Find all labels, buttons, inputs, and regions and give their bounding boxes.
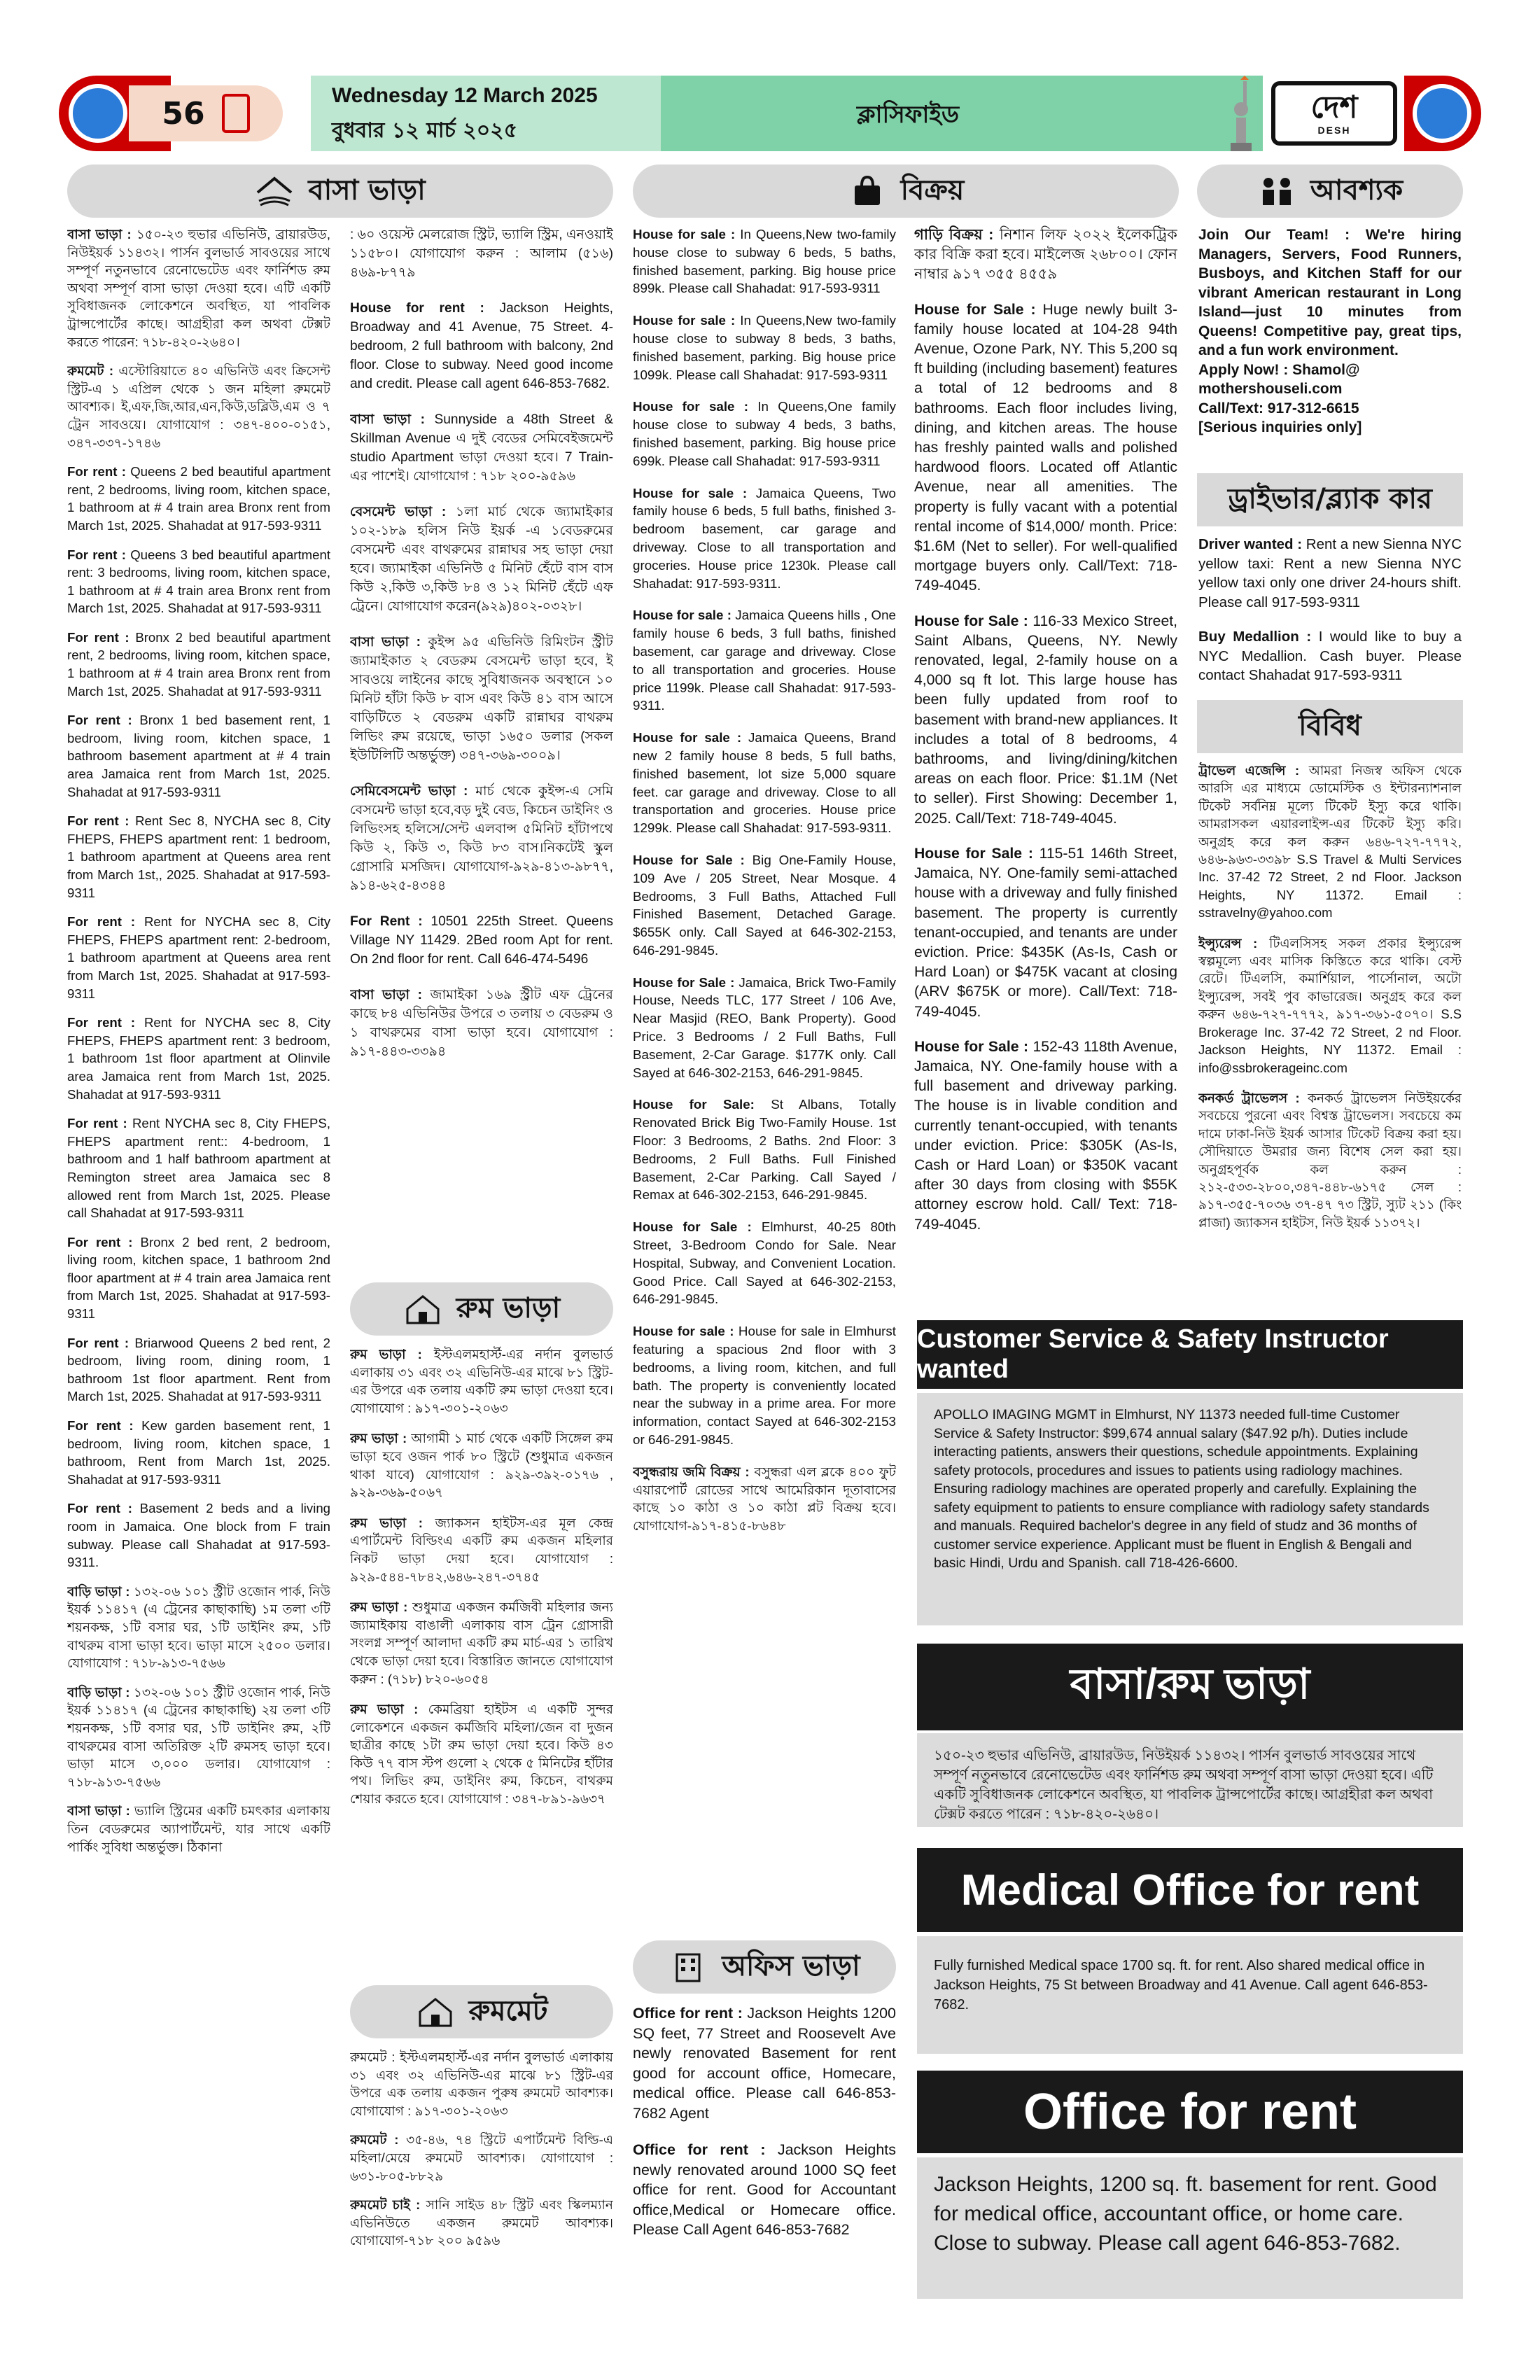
ad-label: বাসা ভাড়া : bbox=[350, 635, 421, 650]
ad-label: House for Sale : bbox=[633, 974, 735, 990]
ad-label: বাসা ভাড়া : bbox=[350, 988, 422, 1002]
office-rent-body: Jackson Heights, 1200 sq. ft. basement for rent. Good for medical office, accountant office, or home care. Close to subway. Please call agent 646-853-7682. bbox=[917, 2157, 1463, 2299]
basha-room-body: ১৫০-২৩ হুভার এভিনিউ, ব্রায়ারউড, নিউইয়র্ক ১১৪৩২। পার্সন বুলভার্ড সাবওয়ের সাথে সম্পূর্ণ নতুনভাবে রেনোভেটেড এবং ফার্নিশড রুম অথবা সম্পূর্ণ বাসা ভাড়া দেওয়া হবে। এটি একটি সুবিধাজনক লোকেশনে অবস্থিত, যা পাবলিক ট্রান্সপোর্টের কাছে। আগ্রহীরা কল অথবা টেক্সট করতে পারেন : ৭১৮-৪২০-২৬৪০। bbox=[917, 1733, 1463, 1827]
shopping-bag-icon bbox=[848, 176, 887, 206]
ad-text: Basement 2 beds and a living room in Jamaica. One block from F train subway. Please call Shahadat at 917-593-9311. bbox=[67, 1501, 330, 1570]
ad-text: Rent Sec 8, NYCHA sec 8, City FHEPS, FHEPS apartment rent: 1 bedroom, 1 bathroom apartment at Queens area rent from March 1st,, 2025. Shahadat at 917-593-9311 bbox=[67, 813, 330, 900]
classified-ad bbox=[350, 2196, 613, 2250]
classified-ad bbox=[1198, 1089, 1462, 1231]
ad-text: মার্চ থেকে কুইন্স-এ সেমি বেসমেন্ট ভাড়া হবে,বড় দুই বেড, কিচেন ডাইনিং ও লিভিংসহ হলিসে/সেন্ট এলবান্স ৫মিনিট হাঁটাপথে কিউ ২, কিউ ৩, কিউ ৮৩ বাস।নিকটেই স্কুল গ্রোসারি মসজিদ। যোগাযোগ-৯২৯-৪১৩-৯৮৭৭, ৯১৪-৬২৫-৪৩৪৪ bbox=[350, 784, 613, 893]
classified-ad bbox=[633, 1322, 896, 1449]
ad-label: কনকর্ড ট্রাভেলস : bbox=[1198, 1090, 1300, 1105]
classified-ad bbox=[67, 1114, 330, 1222]
ad-label: Office for rent : bbox=[633, 2005, 743, 2022]
ad-label: বাসা ভাড়া : bbox=[67, 227, 132, 241]
classified-ad bbox=[350, 2131, 613, 2185]
ad-text: Jackson Heights, Broadway and 41 Avenue, 75 Street. 4-bedroom, 2 full bathroom with balcony, 2nd floor. Close to subway. Need good income and credit. Please call agent 646-853-7682. bbox=[350, 301, 613, 391]
ad-label: For rent : bbox=[67, 1335, 130, 1350]
ad-label: রুম ভাড়া : bbox=[350, 1347, 422, 1362]
classified-ad bbox=[633, 1096, 896, 1204]
ad-label: For rent : bbox=[67, 1234, 133, 1250]
ad-text: Jamaica, Brick Two-Family House, Needs TLC, 177 Street / 106 Ave, Near Masjid (REO, Bank Property). Good Price. 3 Bedrooms / 2 Full Baths, Full Basement, 2-Car Garage. $177K only. Call Sayed at 646-302-2153, 646-291-9845. bbox=[633, 974, 896, 1080]
ad-label: বাসা ভাড়া : bbox=[350, 412, 425, 427]
section-header-aboshok: আবশ্যক bbox=[1197, 164, 1463, 218]
classified-ad bbox=[914, 612, 1177, 829]
classified-ad bbox=[67, 629, 330, 700]
ad-text: সানি সাইড ৪৮ স্ট্রিট এবং স্কিলম্যান এভিনিউতে একজন রুমমেট আবশ্যক। যোগাযোগ-৭১৮ ২০০ ৯৫৯৬ bbox=[350, 2197, 613, 2248]
classified-ad bbox=[350, 633, 613, 765]
ad-text: Sunnyside a 48th Street & Skillman Avenue এ দুই বেডের সেমিবেইজমেন্ট studio Apartment ভাড়া দেওয়া হবে। 7 Train-এর পাশেই। যোগাযোগ : ৭১৮ ২০০-৯৫৯৬ bbox=[350, 412, 613, 484]
basha-room-title: বাসা/রুম ভাড়া bbox=[917, 1644, 1463, 1730]
ad-text: In Queens,New two-family house close to subway 8 beds, 3 baths, finished basement, parking. Big house price 1099k. Please call Shahadat: 917-593-9311 bbox=[633, 313, 896, 382]
classified-ad bbox=[350, 782, 613, 895]
page-number: 56 bbox=[162, 95, 205, 132]
classified-ad bbox=[1198, 627, 1462, 685]
ad-label: For rent : bbox=[67, 1501, 132, 1516]
classified-ad bbox=[67, 546, 330, 617]
classified-ad bbox=[633, 2003, 896, 2123]
ad-text: 10501 225th Street. Queens Village NY 11429. 2Bed room Apt for rent. On 2nd floor for rent. Call 646-474-5496 bbox=[350, 914, 613, 967]
ad-label: For rent : bbox=[67, 914, 136, 930]
ad-label: House for Sale : bbox=[633, 1219, 752, 1235]
section-header-office-vara: অফিস ভাড়া bbox=[633, 1940, 896, 1994]
ad-label: বাড়ি ভাড়া : bbox=[67, 1684, 130, 1700]
section-header-bikroy: বিক্রয় bbox=[633, 164, 1179, 218]
ad-text: Queens 3 bed beautiful apartment rent: 3 bedrooms, living room, kitchen space, 1 bathroom at # 4 train area Bronx rent from March 1st, 2025. Shahadat at 917-593-9311 bbox=[67, 547, 330, 616]
ad-label: For Rent : bbox=[350, 914, 423, 929]
ad-text: Bronx 2 bed rent, 2 bedroom, living room, kitchen space, 1 bathroom 2nd floor apartment at # 4 train area Jamaica rent from March 1st, 2025. Shahadat at 917-593-9311 bbox=[67, 1234, 330, 1322]
medical-office-body: Fully furnished Medical space 1700 sq. ft. for rent. Also shared medical office in Jackson Heights, 75 St between Broadway and 41 Avenue. Call agent 646-853-7682. bbox=[917, 1936, 1463, 2054]
ad-text: Rent NYCHA sec 8, City FHEPS, FHEPS apartment rent:: 4-bedroom, 1 bathroom and 1 half bathroom apartment at Remington street area Jamaica sec 8 allowed rent from March 1st, 2025. Please call Shahadat at 917-593-9311 bbox=[67, 1116, 330, 1221]
ad-text: ইস্টএলমহার্স্ট-এর নর্দান বুলভার্ড এলাকায় ৩১ এবং ৩২ এভিনিউ-এর মাঝে ৮১ স্ট্রিট-এর উপরে এক তলায় একটি রুম ভাড়া দেওয়া হবে। যোগাযোগ : ৯১৭-৩০১-২০৬৩ bbox=[350, 1347, 613, 1415]
ad-text: Bronx 1 bed basement rent, 1 bedroom, living room, kitchen space, 1 bathroom basement apartment at # 4 train area Jamaica rent from March 1st, 2025. Shahadat at 917-593-9311 bbox=[67, 713, 330, 799]
ad-text: Kew garden basement rent, 1 bedroom, living room, kitchen space, 1 bathroom, Rent from March 1st, 2025. Shahadat at 917-593-9311 bbox=[67, 1418, 330, 1487]
ad-label: ইন্স্যুরেন্স : bbox=[1198, 935, 1258, 951]
ad-label: For rent : bbox=[67, 547, 126, 562]
ad-label: House for sale : bbox=[633, 399, 749, 414]
ad-label: রুমমেট : bbox=[67, 363, 114, 379]
ad-text: এস্টোরিয়াতে ৪০ এভিনিউ এবং ক্রিসেন্ট স্ট্রিট-এ ১ এপ্রিল থেকে ১ জন মহিলা রুমমেট আবশ্যক। ই,এফ,জি,আর,এন,কিউ,ডব্লিউ,এম ও ৭ ট্রেন সাবওয়ে। যোগাযোগ : ৩৪৭-৪০০-০১৫১, ৩৪৭-৩৩৭-১৭৪৬ bbox=[67, 363, 330, 450]
ad-text: নিশান লিফ ২০২২ ইলেকট্রিক কার বিক্রি করা হবে। মাইলেজ ২৬৮০০। ফোন নাম্বার ৯১৭ ৩৫৫ ৪৫৫৯ bbox=[914, 227, 1177, 283]
date-bengali: বুধবার ১২ মার্চ ২০২৫ bbox=[332, 118, 518, 143]
classified-ad bbox=[633, 225, 896, 298]
ad-label: House for sale : bbox=[633, 608, 732, 623]
ad-label: For rent : bbox=[67, 813, 130, 829]
house-icon bbox=[416, 1996, 455, 2027]
ad-label: House for Sale : bbox=[914, 1038, 1029, 1055]
ad-text: Jamaica Queens hills , One family house 6 beds, 3 full baths, finished basement, car garage and driveway. Close to all transportation and groceries. House price 1199k. Please call Shahadat: 917-593-9311. bbox=[633, 608, 896, 713]
ad-text: Jackson Heights newly renovated around 1000 SQ feet office for rent. Good for Accountant office,Medical or Homecare office. Please Call Agent 646-853-7682 bbox=[633, 2141, 896, 2238]
ad-label: House for Sale: bbox=[633, 1097, 755, 1112]
ad-label: House for Sale : bbox=[914, 612, 1028, 629]
ad-text: House for sale in Elmhurst featuring a spacious 2nd floor with 3 bedrooms, a living room, kitchen, and full bath. The property is conveniently located near the subway in a prime area. For more information, contact Sayed at 646-302-2153 or 646-291-9845. bbox=[633, 1324, 896, 1448]
ad-text: বসুন্ধরা এল ব্লকে ৪০০ ফুট এয়ারপোর্ট রোডের সাথে আমেরিকান দূতাবাসের কাছে ১০ কাঠা ও ১০ কাঠা প্লট বিক্রয় হবে। যোগাযোগ-৯১৭-৪১৫-৮৬৪৮ bbox=[633, 1464, 896, 1534]
section-header-roommate: রুমমেট bbox=[350, 1985, 613, 2038]
ad-text: Big One-Family House, 109 Ave / 205 Street, Near Mosque. 4 Bedrooms, 3 Full Baths, Attached Full Finished Basement, Detached Garage. $655K only. Call Sayed at 646-302-2153, 646-291-9845. bbox=[633, 852, 896, 958]
page-mark-icon bbox=[222, 94, 250, 133]
section-header-basha-vara: বাসা ভাড়া bbox=[67, 164, 613, 218]
ad-label: House for rent : bbox=[350, 301, 484, 316]
classified-ad bbox=[350, 912, 613, 969]
classified-ad bbox=[1198, 535, 1462, 612]
office-building-icon bbox=[668, 1952, 708, 1982]
ad-label: For rent : bbox=[67, 464, 126, 479]
ad-label: ট্রাভেল এজেন্সি : bbox=[1198, 763, 1300, 778]
ad-label: House for sale : bbox=[633, 485, 748, 500]
classified-ad bbox=[350, 299, 613, 393]
classified-ad bbox=[914, 844, 1177, 1022]
house-icon bbox=[255, 176, 294, 206]
classified-ad bbox=[350, 1429, 613, 1501]
ad-text: Jamaica Queens, Brand new 2 family house 8 beds, 5 full baths, finished basement, lot size 5,000 square feet. car garage and driveway. Close to all transportation and groceries. House price 1299k. Please call Shahadat: 917-593-9311. bbox=[633, 730, 896, 836]
ad-text: 152-43 118th Avenue, Jamaica, NY. One-family house with a full basement and driveway parking. The house is in livable condition and currently tenant-occupied, with tenants under eviction. Price: $305K (As-Is, Cash or Hard Loan) or $350K vacant after 30 days from closing with $55K attorney escrow hold. Call/ Text: 718-749-4045. bbox=[914, 1038, 1177, 1233]
ad-text: Jackson Heights 1200 SQ feet, 77 Street and Roosevelt Ave newly renovated Basement for rent good for account office, Homecare, medical office. Please call 646-853-7682 Agent bbox=[633, 2005, 896, 2122]
classified-ad bbox=[67, 711, 330, 801]
ad-label: সেমিবেসমেন্ট ভাড়া : bbox=[350, 784, 468, 799]
ad-label: House for Sale : bbox=[914, 845, 1033, 862]
classified-ad bbox=[350, 1345, 613, 1417]
ad-label: For rent : bbox=[67, 713, 132, 728]
classified-ad bbox=[67, 1233, 330, 1323]
ad-label: For rent : bbox=[67, 1418, 134, 1434]
classified-ad bbox=[350, 410, 613, 486]
classified-ad bbox=[67, 362, 330, 451]
ad-text: কেমব্রিয়া হাইটস এ একটি সুন্দর লোকেশনে একজন কর্মজিবি মহিলা/জেন বা দুজন ছাত্রীর কাছে ১টা রুম ভাড়া দেয়া হবে। কিউ ৪৩ কিউ ৭৭ বাস স্টপ গুলো ২ থেকে ৫ মিনিটের হাঁটার পথ। লিভিং রুম, ডাইনিং রুম, কিচেন, বাথরুম শেয়ার করতে হবে। যোগাযোগ : ৩৪৭-৮৯১-৯৬৩৭ bbox=[350, 1702, 613, 1807]
ad-label: রুম ভাড়া : bbox=[350, 1600, 408, 1615]
ad-text: ১৫০-২৩ হুভার এভিনিউ, ব্রায়ারউড, নিউইয়র্ক ১১৪৩২। পার্সন বুলভার্ড সাবওয়ের সাথে সম্পূর্ণ নতুনভাবে রেনোভেটেড এবং ফার্নিশড রুম অথবা সম্পূর্ণ বাসা ভাড়া দেওয়া হবে। এটি একটি সুবিধাজনক লোকেশনে অবস্থিত, যা পাবলিক ট্রান্সপোর্টের কাছে। আগ্রহীরা কল অথবা টেক্সট করতে পারেন: ৭১৮-৪২০-২৬৪০। bbox=[67, 227, 330, 349]
classified-ad bbox=[633, 729, 896, 837]
people-icon bbox=[1257, 176, 1296, 206]
header-band bbox=[311, 76, 1263, 151]
ad-label: House for Sale : bbox=[633, 852, 745, 867]
classified-ad bbox=[67, 1334, 330, 1406]
ad-text: In Queens,One family house close to subway 4 beds, 3 baths, finished basement, parking. Big house price 699k. Please call Shahadat: 917-593-9311 bbox=[633, 399, 896, 468]
ad-text: Rent a new Sienna NYC yellow taxi: Rent a new Sienna NYC yellow taxi only one driver 24-hours shift. Please call 917-593-9311 bbox=[1198, 536, 1462, 610]
ad-text: ১৩২-০৬ ১০১ স্ট্রীট ওজোন পার্ক, নিউ ইয়র্ক ১১৪১৭ (এ ট্রেনের কাছাকাছি) ২য় তলা ৩টি শয়নকক্ষ, ১টি বসার ঘর, ১টি ডাইনিং রুম, ২টি বাথরুমের বাসা অতিরিক্ত ২টি রুমসহ ভাড়া হবে। ভাড়া মাসে ৩,০০০ ডলার। যোগাযোগ : ৭১৮-৯১৩-৭৫৬৬ bbox=[67, 1684, 330, 1789]
ad-label: বাড়ি ভাড়া : bbox=[67, 1583, 130, 1599]
section-header-driver: ড্রাইভার/ব্ল্যাক কার bbox=[1197, 473, 1463, 526]
ad-label: For rent : bbox=[67, 629, 130, 645]
medical-office-title: Medical Office for rent bbox=[917, 1848, 1463, 1932]
classified-ad bbox=[633, 484, 896, 593]
classified-ad bbox=[633, 398, 896, 470]
classified-ad bbox=[914, 300, 1177, 596]
ad-label: রুম ভাড়া : bbox=[350, 1515, 423, 1530]
ad-label: রুমমেট : bbox=[350, 2132, 399, 2148]
ad-text: 115-51 146th Street, Jamaica, NY. One-family semi-attached house with a driveway and fully finished basement. The property is currently tenant-occupied, and tenants are under eviction. Price: $435K (As-Is, Cash or Hard Loan) or $475K vacant at closing (ARV $675K or more). Call/Text: 718-749-4045. bbox=[914, 845, 1177, 1020]
ad-text: কুইন্স ৯৫ এভিনিউ রিমিংটন স্ট্রীট জ্যামাইকাত ২ বেডরুম বেসমেন্ট ভাড়া হবে, ই সাবওয়ে লাইনের কাছে সুবিধাজনক অবস্থানে ১০ মিনিট হাঁটা কিউ ৮ বাস এবং কিউ ৪১ বাস আসে বাড়িটিতে ২ বেডরুম একটি রান্নাঘর বাথরুম লিভিং রুম রয়েছে, ভাড়া ১৬৫০ ডলার (সকল ইউটিলিটি অন্তর্ভুক্ত) ৩৪৭-৩৬৯-৩০০৯। bbox=[350, 635, 613, 763]
ad-label: রুম ভাড়া : bbox=[350, 1431, 407, 1446]
classified-ad bbox=[67, 913, 330, 1002]
header-right bbox=[1215, 76, 1481, 151]
ad-label: বসুন্ধরায় জমি বিক্রয় : bbox=[633, 1464, 750, 1479]
ad-text: Rent for NYCHA sec 8, City FHEPS, FHEPS apartment rent: 2-bedroom, 1 bathroom apartment at Queens area rent from March 1st, 2025. Shahadat at 917-593-9311 bbox=[67, 914, 330, 1001]
classified-ad bbox=[633, 974, 896, 1082]
ad-text: St Albans, Totally Renovated Brick Big Two-Family House. 1st Floor: 3 Bedrooms, 2 Baths. 2nd Floor: 3 Bedrooms, 2 Full Baths. Full Finished Basement, 2-Car Parking. Call Sayed / Remax at 646-302-2153, 646-291-9845. bbox=[633, 1097, 896, 1203]
ad-label: House for sale : bbox=[633, 730, 742, 746]
ad-label: Driver wanted : bbox=[1198, 536, 1303, 552]
ad-text: টিএলসিসহ সকল প্রকার ইন্স্যুরেন্স স্বল্পমূল্যে এবং মাসিক কিস্তিতে করে থাকি। বেস্ট রেটে। টিএলসি, কমার্শিয়াল, পার্সোনাল, অটো ইন্স্যুরেন্স, সবই পুব কাভারেজ। অনুগ্রহ করে কল করুন ৬৪৬-৭২৭-৭৭৭২, ৯১৭-৩৬১-৫০৭০। S.S Brokerage Inc. 37-42 72 Street, 2 nd Floor. Jackson Heights, NY 11372. Email : info@ssbrokerageinc.com bbox=[1198, 935, 1462, 1075]
ad-text: রুমমেট : ইস্টএলমহার্স্ট-এর নর্দান বুলভার্ড এলাকায় ৩১ এবং ৩২ এভিনিউ-এর মাঝে ৮১ স্ট্রিট-এর উপরে এক তলায় একজন পুরুষ রুমমেট আবশ্যক। যোগাযোগ : ৯১৭-৩০১-২০৬৩ bbox=[350, 2050, 613, 2118]
ad-label: House for sale : bbox=[633, 227, 736, 241]
classified-ad bbox=[633, 1463, 896, 1535]
ad-text: Huge newly built 3-family house located at 104-28 94th Avenue, Ozone Park, NY. This 5,200 sq ft building (including basement) features a total of 12 bedrooms and 8 bathrooms. Each floor includes living, dining, and kitchen areas. The house has freshly painted walls and polished hardwood floors. Located off Atlantic Avenue, near all amenities. The property is fully vacant with a potential rental income of $14,000/ month. Price: $1.6M (Net to seller). For well-qualified mortgage buyers only. Call/Text: 718-749-4045. bbox=[914, 301, 1177, 594]
classified-ad bbox=[914, 1037, 1177, 1235]
ad-text: আমরা নিজস্ব অফিস থেকে আরসি এর মাধ্যমে ডোমেস্টিক ও ইন্টারন্যাশনাল টিকেট সর্বনিম্ন মূল্যে টিকেট ইস্যু করে থাকি। আমরাসকল এয়ারলাইন্স-এর টিকেট ইস্যু করি। অনুগ্রহ করে কল করুন ৬৪৬-৭২৭-৭৭৭২, ৬৪৬-৯৬৩-৩৩৯৮ S.S Travel & Multi Services Inc. 37-42 72 Street, 2 nd Floor. Jackson Heights, NY 11372. Email : sstravelny@yahoo.com bbox=[1198, 763, 1462, 920]
ad-text: Jamaica Queens, Two family house 6 beds, 5 full baths, finished 3-bedroom basement, car garage and driveway. Close to all transportation and groceries. House price 1230k. Please call Shahadat: 917-593-9311. bbox=[633, 485, 896, 591]
classified-ad bbox=[1198, 762, 1462, 922]
ad-text: জামাইকা ১৬৯ স্ট্রীট এফ ট্রেনের কাছে ৮৪ এভিনিউর উপরে ৩ তলায় ৩ বেডরুম ও ১ বাথরুমের বাসা ভাড়া হবে। যোগাযোগ : ৯১৭-৪৪৩-৩৩৯৪ bbox=[350, 988, 613, 1059]
classified-ad bbox=[350, 503, 613, 616]
page-number-tab bbox=[129, 85, 283, 141]
classified-ad bbox=[67, 1014, 330, 1103]
ad-text: ৩৫-৪৬, ৭৪ স্ট্রিটে এপার্টমেন্ট বিল্ডি-এ মহিলা/মেয়ে রুমমেট আবশ্যক। যোগাযোগ : ৬৩১-৮০৫-৮৮২৯ bbox=[350, 2132, 613, 2183]
statue-of-liberty-icon bbox=[1215, 76, 1264, 151]
ad-label: বেসমেন্ট ভাড়া : bbox=[350, 505, 447, 519]
section-header-room-vara: রুম ভাড়া bbox=[350, 1282, 613, 1336]
ad-label: For rent : bbox=[67, 1116, 127, 1131]
classified-ad bbox=[350, 1700, 613, 1808]
classified-ad bbox=[350, 986, 613, 1061]
ad-text: জ্যাকসন হাইটস-এর মূল কেন্দ্র এপার্টমেন্ট বিল্ডিংএ একটি রুম একজন মহিলার নিকট ভাড়া দেয়া হবে। যোগাযোগ : ৯২৯-৫৪৪-৭৮৪২,৬৪৬-২৪৭-৩৭৪৫ bbox=[350, 1515, 613, 1584]
ad-label: House for sale : bbox=[633, 313, 736, 328]
ad-label: বাসা ভাড়া : bbox=[67, 1803, 130, 1819]
ad-label: House for Sale : bbox=[914, 301, 1036, 318]
classified-ad bbox=[350, 1514, 613, 1586]
classified-ad bbox=[350, 2048, 613, 2120]
date-english: Wednesday 12 March 2025 bbox=[332, 84, 598, 107]
ad-text: Briarwood Queens 2 bed rent, 2 bedroom, living room, dining room, 1 bathroom 1st floor apartment. Rent from March 1st, 2025. Shahadat at 917-593-9311 bbox=[67, 1335, 330, 1404]
ad-label: Buy Medallion : bbox=[1198, 629, 1312, 645]
classified-ad bbox=[67, 1583, 330, 1672]
classified-ad bbox=[67, 1684, 330, 1791]
cs-instructor-title: Customer Service & Safety Instructor wanted bbox=[917, 1320, 1463, 1389]
ad-label: House for sale : bbox=[633, 1324, 734, 1339]
ad-text: ১৩২-০৬ ১০১ স্ট্রীট ওজোন পার্ক, নিউ ইয়র্ক ১১৪১৭ (এ ট্রেনের কাছাকাছি) ১ম তলা ৩টি শয়নকক্ষ, ১টি বসার ঘর, ১টি ডাইনিং রুম, ১টি বাথরুম বাসা ভাড়া হবে। ভাড়া মাসে ২৫০০ ডলার। যোগাযোগ : ৭১৮-৯১৩-৭৫৬৬ bbox=[67, 1583, 330, 1671]
classified-ad bbox=[350, 225, 613, 282]
cs-instructor-body: APOLLO IMAGING MGMT in Elmhurst, NY 11373 needed full-time Customer Service & Safety Instructor: $99,674 annual salary ($47.92 p/h). Duties include interacting patients, answers their questions, schedule appointments. Explaining safety protocols, procedures and issues to patients using radiology machines. Ensuring radiology machines are operated properly and carefully. Explaining the safety equipment to patients to ensure compliance with radiology safety standards and manuals. Required bachelor's degree in any field of studz and 36 months of customer service experience. Applicant must be fluent in English & Bengali and basic Hindi, Urdu and Spanish. call 718-426-6600. bbox=[917, 1393, 1463, 1625]
classified-ad bbox=[67, 1417, 330, 1488]
classified-ad bbox=[67, 225, 330, 351]
ad-text: Rent for NYCHA sec 8, City FHEPS, FHEPS apartment rent: 3 bedroom, 1 bathroom 1st floor apartment at Olinvile area Jamaica rent from March 1st, 2025. Shahadat at 917-593-9311 bbox=[67, 1015, 330, 1102]
ad-text: 116-33 Mexico Street, Saint Albans, Queens, NY. Newly renovated, legal, 2-family house on a 4,000 sq ft lot. This large house has been fully updated from roof to basement with brand-new appliances. It includes a total of 8 bedrooms, 4 bathrooms, and living/dining/kitchen areas on each floor. Price: $1.1M (Net to seller). First Showing: December 1, 2025. Call/Text: 718-749-4045. bbox=[914, 612, 1177, 827]
classified-ad bbox=[1198, 934, 1462, 1077]
desh-logo: দেশ DESH bbox=[1271, 81, 1397, 146]
classified-ad bbox=[633, 2140, 896, 2240]
ad-text: : ৬০ ওয়েস্ট মেলরোজ স্ট্রিট, ভ্যালি স্ট্রিম, এনওয়াই ১১৫৮০। যোগাযোগ করুন : আলাম (৫১৬) ৪৬৯-৮৭৭৯ bbox=[350, 227, 613, 280]
classified-ad bbox=[633, 851, 896, 960]
classified-ad bbox=[633, 1218, 896, 1308]
ad-text: Elmhurst, 40-25 80th Street, 3-Bedroom Condo for Sale. Near Hospital, Subway, and Convenient Location. Good Price. Call Sayed at 646-302-2153, 646-291-9845. bbox=[633, 1219, 896, 1307]
header-right-ornament bbox=[1404, 76, 1481, 151]
ad-text: Bronx 2 bed beautiful apartment rent, 2 bedrooms, living room, kitchen space, 1 bathroom at # 4 train area Bronx rent from March 1st, 2025. Shahadat at 917-593-9311 bbox=[67, 629, 330, 699]
ad-text: In Queens,New two-family house close to subway 6 beds, 5 baths, finished basement, parking. Big house price 899k. Please call Shahadat: 917-593-9311 bbox=[633, 227, 896, 296]
ad-text: শুধুমাত্র একজন কর্মজিবী মহিলার জন্য জ্যামাইকায় বাঙালী এলাকায় বাস ট্রেন গ্রোসারী সংলগ্ন সম্পূর্ণ আলাদা একটি রুম মার্চ-এর ১ তারিখ থেকে ভাড়া দেয়া হবে। বিস্তারিত জানতে যোগাযোগ করুন : (৭১৮) ৮২০-৬০৫৪ bbox=[350, 1600, 613, 1686]
classified-ad bbox=[67, 1499, 330, 1571]
classified-ad bbox=[633, 312, 896, 384]
ad-text: I would like to buy a NYC Medallion. Cash buyer. Please contact Shahadat 917-593-9311 bbox=[1198, 629, 1462, 683]
classified-ad bbox=[633, 606, 896, 715]
classified-ad bbox=[67, 812, 330, 902]
section-header-bibidh: বিবিধ bbox=[1197, 700, 1463, 753]
ad-label: Office for rent : bbox=[633, 2141, 766, 2158]
office-rent-title: Office for rent bbox=[917, 2071, 1463, 2153]
classified-ad bbox=[67, 463, 330, 534]
ad-text: কনকর্ড ট্রাভেলস নিউইয়র্কের সবচেয়ে পুরনো এবং বিশ্বস্ত ট্রাভেলস। সবচেয়ে কম দামে ঢাকা-নিউ ইয়র্ক আসার টিকেট বিক্রয় করা হয়। সৌদিয়াতে উমরার জন্য বিশেষ সেল করা হয়। অনুগ্রহপূর্বক কল করুন : ২১২-৫৩৩-২৮০০,৩৪৭-৪৪৮-৬১৭৫ সেল : ৯১৭-৩৫৫-৭০৩৬ ৩৭-৪৭ ৭৩ স্ট্রিট, স্যুট ২১১ (কিং প্লাজা) জ্যাকসন হাইটস, নিউ ইয়র্ক ১১৩৭২। bbox=[1198, 1090, 1462, 1230]
classified-ad bbox=[914, 225, 1177, 285]
ad-text: ভ্যালি স্ট্রিমের একটি চমৎকার এলাকায় তিন বেডরুমের অ্যাপার্টমেন্ট, যার সাথে একটি পার্কিং সুবিধা অন্তর্ভুক্ত। ঠিকানা bbox=[67, 1803, 330, 1854]
section-title: ক্লাসিফাইড bbox=[857, 101, 960, 129]
house-icon bbox=[403, 1294, 442, 1324]
ad-text: ১লা মার্চ থেকে জ্যামাইকার ১০২-১৮৯ হলিস নিউ ইয়র্ক -এ ১বেডরুমের বেসমেন্ট এবং বাথরুমের রান্নাঘর সহ ভাড়া দেয়া হবে। জ্যামাইকা এভিনিউ ৫ মিনিট হেঁটে বাস বাস কিউ ২,কিউ ৩,কিউ ৮৪ ও ১২ মিনিট হেঁটে এফ ট্রেনে। যোগাযোগ করেন(৯২৯)৪০২-০৩২৮। bbox=[350, 505, 613, 614]
ad-label: গাড়ি বিক্রয় : bbox=[914, 227, 994, 243]
ad-label: রুম ভাড়া : bbox=[350, 1702, 419, 1717]
classified-ad bbox=[350, 1598, 613, 1688]
ad-label: For rent : bbox=[67, 1015, 136, 1030]
job-ad-restaurant: Join Our Team! : We're hiring Managers, Servers, Food Runners, Busboys, and Kitchen Staff for our vibrant American restaurant in Long Island—just 10 minutes from Queens! Competitive pay, great tips, and a fun work environment. Apply Now! : Shamol@ mothershouseli.com Call/Text: 917-312-6615 [Serious inquiries only] bbox=[1198, 227, 1462, 435]
ad-label: রুমমেট চাই : bbox=[350, 2197, 421, 2213]
ad-text: Queens 2 bed beautiful apartment rent, 2 bedrooms, living room, kitchen space, 1 bathroom at # 4 train area Bronx rent from March 1st, 2025. Shahadat at 917-593-9311 bbox=[67, 464, 330, 533]
ad-text: আগামী ১ মার্চ থেকে একটি সিঙ্গেল রুম ভাড়া হবে ওজন পার্ক ৮০ স্ট্রিটে (শুধুমাত্র একজন থাকা যাবে) যোগাযোগ : ৯২৯-৩৯২-০১৭৬ , ৯২৯-৩৬৯-৫০৬৭ bbox=[350, 1431, 613, 1500]
page-header bbox=[59, 76, 1481, 151]
classified-ad bbox=[67, 1802, 330, 1856]
